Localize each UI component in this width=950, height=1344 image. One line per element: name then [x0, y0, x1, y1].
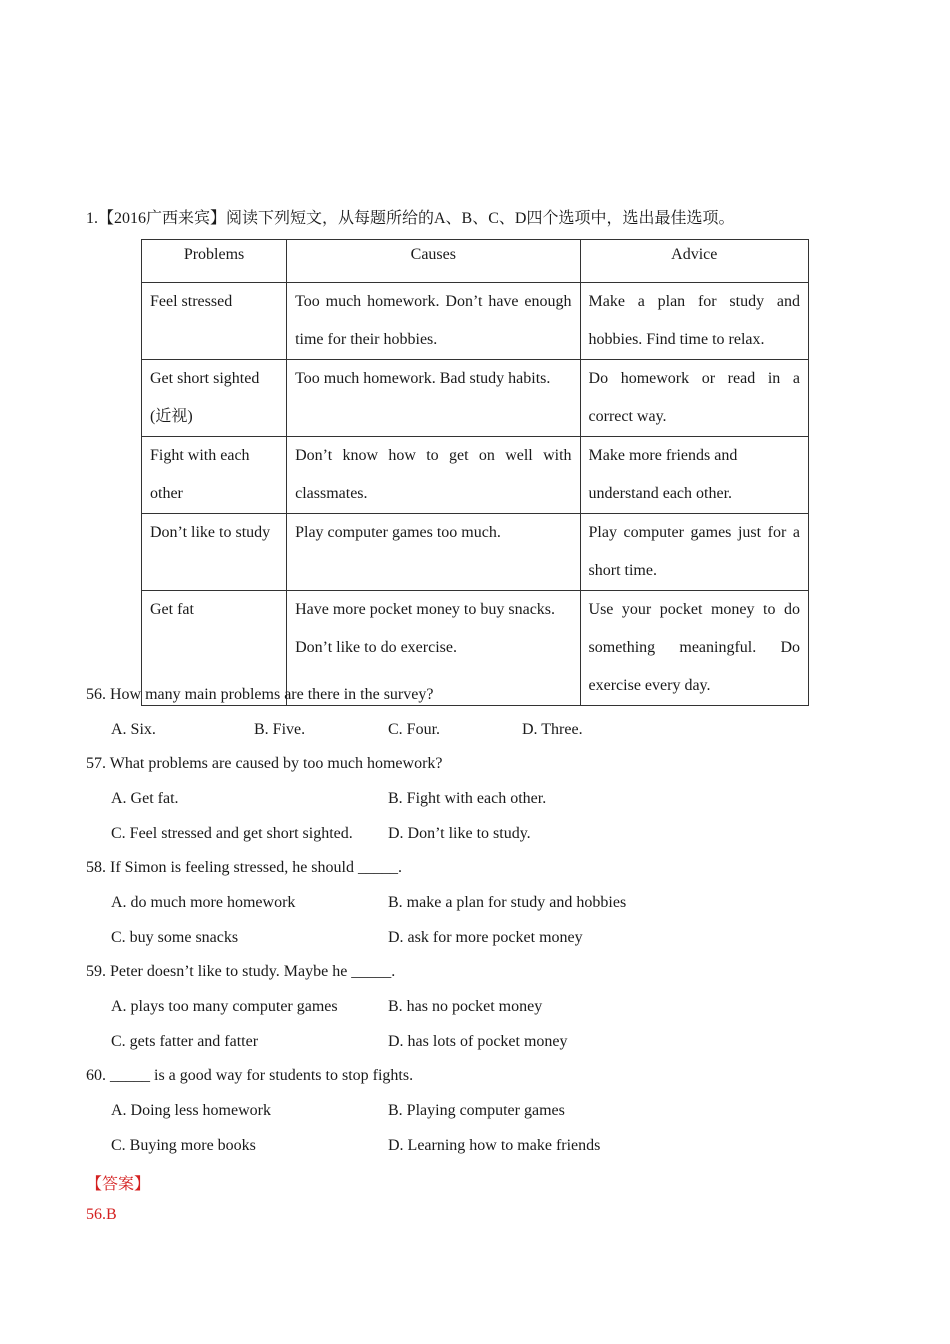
question-60-option-a: A. Doing less homework: [111, 1102, 271, 1119]
cause-cell: Have more pocket money to buy snacks. Don’t like to do exercise.: [287, 591, 580, 706]
question-60-option-c: C. Buying more books: [111, 1137, 256, 1154]
problem-cell: Fight with each other: [142, 437, 287, 514]
question-58-option-b: B. make a plan for study and hobbies: [388, 894, 627, 911]
question-56-option-d: D. Three.: [522, 721, 583, 738]
problem-cell: Get fat: [142, 591, 287, 706]
question-57-option-b: B. Fight with each other.: [388, 790, 547, 807]
cause-cell: Too much homework. Bad study habits.: [287, 360, 580, 437]
survey-table: [141, 239, 809, 706]
answer-label: 【答案】: [86, 1176, 151, 1193]
question-59-option-d: D. has lots of pocket money: [388, 1033, 568, 1050]
header-problems: Problems: [142, 240, 287, 283]
question-57-option-c: C. Feel stressed and get short sighted.: [111, 825, 353, 842]
header-causes: Causes: [287, 240, 580, 283]
question-59-option-a: A. plays too many computer games: [111, 998, 338, 1015]
advice-cell: Make a plan for study and hobbies. Find time to relax.: [580, 283, 808, 360]
question-58-option-a: A. do much more homework: [111, 894, 296, 911]
question-57: 57. What problems are caused by too much homework?: [86, 755, 443, 772]
question-56-option-b: B. Five.: [254, 721, 306, 738]
question-60-option-b: B. Playing computer games: [388, 1102, 565, 1119]
question-58-option-c: C. buy some snacks: [111, 929, 239, 946]
answer-56: 56.B: [86, 1206, 117, 1223]
question-59-option-b: B. has no pocket money: [388, 998, 543, 1015]
question-58: 58. If Simon is feeling stressed, he should _____.: [86, 859, 402, 876]
advice-cell: Do homework or read in a correct way.: [580, 360, 808, 437]
exercise-heading: 1.【2016广西来宾】阅读下列短文，从每题所给的A、B、C、D四个选项中，选出最佳选项。: [86, 210, 735, 227]
advice-cell: Make more friends and understand each other.: [580, 437, 808, 514]
cause-cell: Too much homework. Don’t have enough time for their hobbies.: [287, 283, 580, 360]
question-58-option-d: D. ask for more pocket money: [388, 929, 583, 946]
advice-cell: Play computer games just for a short time.: [580, 514, 808, 591]
header-advice: Advice: [580, 240, 808, 283]
question-57-option-d: D. Don’t like to study.: [388, 825, 531, 842]
question-60: 60. _____ is a good way for students to stop fights.: [86, 1067, 414, 1084]
problem-cell: Get short sighted (近视): [142, 360, 287, 437]
question-56-option-a: A. Six.: [111, 721, 156, 738]
table-row: [142, 360, 809, 437]
table-row: [142, 437, 809, 514]
cause-cell: Don’t know how to get on well with classmates.: [287, 437, 580, 514]
advice-cell: Use your pocket money to do something meaningful. Do exercise every day.: [580, 591, 808, 706]
question-60-option-d: D. Learning how to make friends: [388, 1137, 601, 1154]
cause-cell: Play computer games too much.: [287, 514, 580, 591]
question-56: 56. How many main problems are there in the survey?: [86, 686, 434, 703]
question-59-option-c: C. gets fatter and fatter: [111, 1033, 259, 1050]
problem-cell: Feel stressed: [142, 283, 287, 360]
table-header-row: [142, 240, 809, 283]
question-57-option-a: A. Get fat.: [111, 790, 179, 807]
question-56-option-c: C. Four.: [388, 721, 441, 738]
table-row: [142, 514, 809, 591]
question-59: 59. Peter doesn’t like to study. Maybe he _____.: [86, 963, 396, 980]
table-row: [142, 283, 809, 360]
problem-cell: Don’t like to study: [142, 514, 287, 591]
